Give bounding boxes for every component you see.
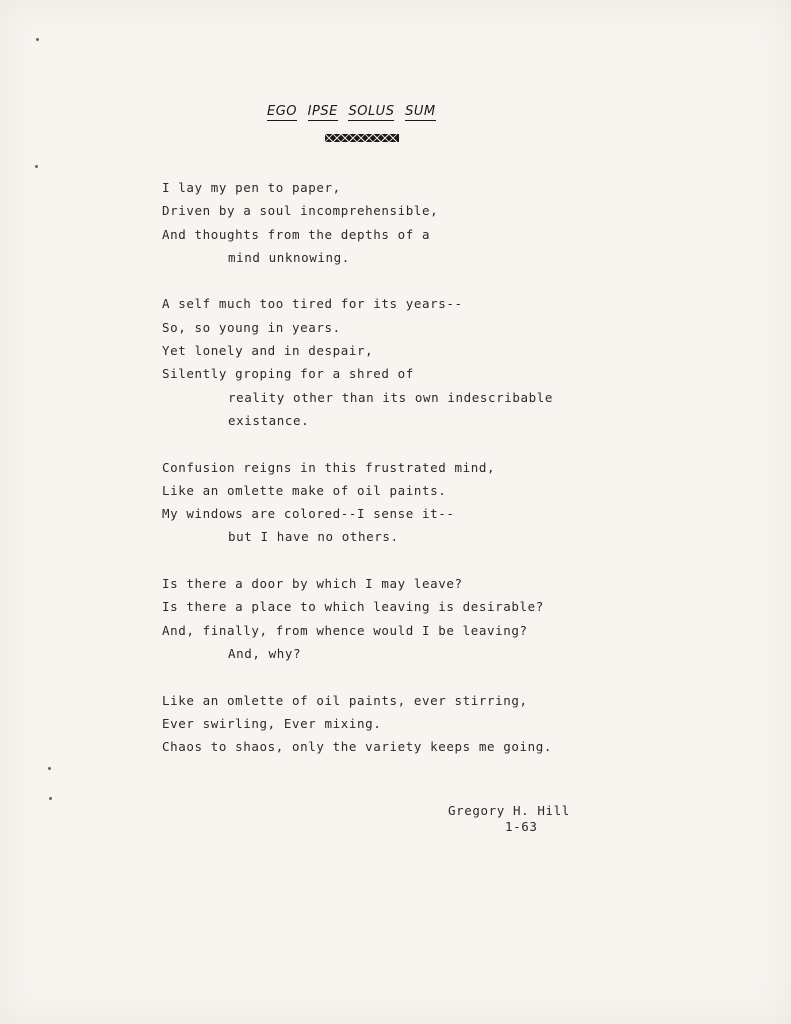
paper-mark [48, 767, 51, 770]
poem-line: mind unknowing. [228, 249, 350, 265]
author-date: 1-63 [505, 819, 538, 834]
poem-line: but I have no others. [228, 529, 399, 545]
paper-mark [49, 797, 52, 800]
paper-mark [36, 38, 39, 41]
poem-body [162, 176, 553, 758]
poem-line: And thoughts from the depths of a [162, 226, 431, 242]
poem-line: My windows are colored--I sense it-- [162, 506, 455, 522]
poem-line: Like an omlette of oil paints, ever stirring, [162, 692, 528, 708]
poem-line: Like an omlette make of oil paints. [162, 482, 447, 498]
poem-line: And, finally, from whence would I be leaving? [162, 622, 528, 638]
title-word-1: EGO [267, 104, 298, 119]
stanza-gap [162, 665, 553, 688]
poem-line: Yet lonely and in despair, [162, 343, 374, 359]
title-word-3: SOLUS [348, 104, 395, 119]
crossed-out-scribble [323, 132, 401, 144]
title-word-4: SUM [405, 104, 436, 119]
poem-line: And, why? [228, 645, 302, 661]
poem-line: Silently groping for a shred of [162, 366, 414, 382]
poem-line: existance. [228, 412, 310, 428]
title-word-2: IPSE [307, 104, 338, 119]
signature-block [448, 803, 570, 835]
poem-title [267, 104, 442, 121]
poem-line: So, so young in years. [162, 319, 341, 335]
author-name: Gregory H. Hill [448, 803, 570, 818]
stanza-gap [162, 432, 553, 455]
poem-line: Is there a place to which leaving is desirable? [162, 599, 544, 615]
poem-line: Chaos to shaos, only the variety keeps me going. [162, 739, 553, 755]
poem-line: Is there a door by which I may leave? [162, 576, 463, 592]
poem-line: reality other than its own indescribable [228, 389, 554, 405]
poem-line: Confusion reigns in this frustrated mind, [162, 459, 496, 475]
poem-line: A self much too tired for its years-- [162, 296, 463, 312]
poem-line: Ever swirling, Ever mixing. [162, 715, 382, 731]
poem-line: I lay my pen to paper, [162, 180, 341, 195]
poem-line: Driven by a soul incomprehensible, [162, 203, 439, 219]
stanza-gap [162, 549, 553, 572]
stanza-gap [162, 269, 553, 292]
paper-mark [35, 165, 38, 168]
